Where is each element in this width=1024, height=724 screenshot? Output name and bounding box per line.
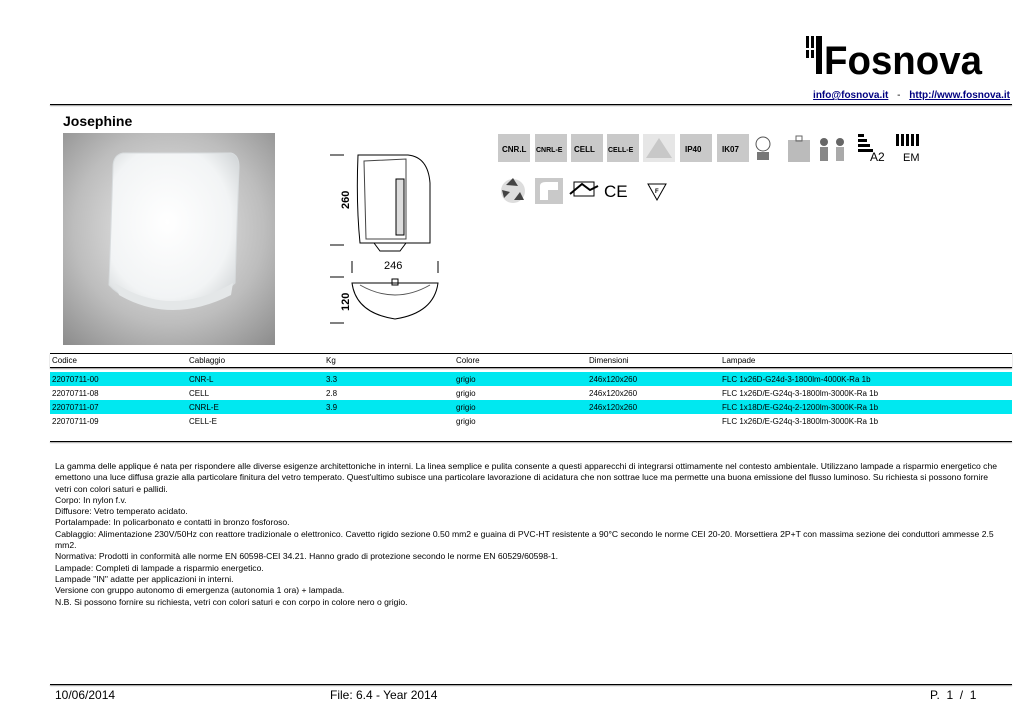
header-lampade: Lampade	[722, 356, 756, 365]
website-link[interactable]: http://www.fosnova.it	[909, 90, 1010, 101]
cell-cablaggio: CNR-L	[189, 375, 214, 384]
svg-text:CELL: CELL	[574, 145, 595, 154]
footer-date: 10/06/2014	[55, 688, 116, 702]
svg-text:CNRL-E: CNRL-E	[536, 147, 563, 154]
cell-dimensioni: 246x120x260	[589, 403, 638, 412]
feature-icons	[498, 130, 938, 210]
cell-codice: 22070711-07	[52, 403, 99, 412]
header-divider	[50, 104, 1012, 105]
dim-width-label: 246	[384, 260, 403, 272]
table-row	[50, 372, 1012, 386]
em-icon	[896, 134, 920, 164]
cell-lampade: FLC 1x18D/E-G24q-2-1200lm-3000K-Ra 1b	[722, 403, 879, 412]
cell-codice: 22070711-08	[52, 389, 99, 398]
hotel-bag-icon	[788, 136, 810, 162]
product-title: Josephine	[63, 113, 133, 129]
cell-dimensioni: 246x120x260	[589, 375, 638, 384]
cell-cablaggio: CNRL-E	[189, 403, 219, 412]
description-normativa: Normativa: Prodotti in conformità alle norme EN 60598-CEI 34.21. Hanno grado di protezione secondo le norme EN 60529/60598-1.	[55, 551, 559, 562]
cell-kg: 3.9	[326, 403, 338, 412]
table-row	[50, 414, 1012, 428]
cell-dimensioni: 246x120x260	[589, 389, 638, 398]
email-link[interactable]: info@fosnova.it	[813, 90, 889, 101]
description-diffusore: Diffusore: Vetro temperato acidato.	[55, 506, 188, 517]
svg-text:IK07: IK07	[722, 145, 739, 154]
people-icon	[820, 138, 844, 161]
cell-colore: grigio	[456, 417, 476, 426]
ce-mark-icon: CE	[604, 182, 628, 201]
description-intro: La gamma delle applique é nata per rispondere alle diverse esigenze architettoniche in interni. La linea semplice e pulita consente a questi apparecchi di integrarsi ottimamente nel contesto ambientale. Utilizzano lampade a risparmio energetico che emettono una luce diffusa grazie alla particolare finitura del vetro temperato. Quest'ultimo subisce una particolare lavorazione di acidatura che non sottrae luce ma permette una buona emissione del flusso luminoso. Su richiesta si possono fornire vetri con colori saturi e pallidi.	[55, 461, 998, 494]
contact-separator: -	[897, 90, 901, 101]
cell-cablaggio: CELL-E	[189, 417, 218, 426]
header-codice: Codice	[52, 356, 77, 365]
svg-text:A2: A2	[870, 150, 885, 164]
description-portalampade: Portalampade: In policarbonato e contatti in bronzo fosforoso.	[55, 517, 290, 528]
energy-class-a2-icon	[858, 134, 885, 164]
cell-colore: grigio	[456, 403, 476, 412]
self-extinguishing-icon	[535, 178, 563, 204]
f-mark-icon	[648, 184, 666, 200]
description-lampade: Lampade: Completi di lampade a risparmio energetico.	[55, 562, 264, 573]
description-lampade-in: Lampade "IN" adatte per applicazioni in interni.	[55, 573, 234, 584]
double-insulation-icon	[570, 182, 598, 196]
description-cablaggio: Cablaggio: Alimentazione 230V/50Hz con reattore tradizionale o elettronico. Cavetto rigido sezione 0.50 mm2 e guaina di PVC-HT resistente a 90°C secondo le norme CEI 20-20. Morsettiera 2P+T con massima sezione dei conduttori ammesse 2.5 mm2.	[55, 528, 994, 551]
table-bottom-divider	[50, 441, 1012, 442]
cell-kg: 2.8	[326, 389, 338, 398]
cell-colore: grigio	[456, 375, 476, 384]
low-energy-lamp-icon	[756, 137, 770, 160]
footer-divider	[50, 684, 1012, 685]
cell-lampade: FLC 1x26D/E-G24q-3-1800lm-3000K-Ra 1b	[722, 389, 879, 398]
footer-file: File: 6.4 - Year 2014	[330, 688, 438, 702]
svg-text:EM: EM	[903, 152, 920, 164]
description-corpo: Corpo: In nylon f.v.	[55, 494, 127, 505]
cell-colore: grigio	[456, 389, 476, 398]
header-kg: Kg	[326, 356, 336, 365]
table-row	[50, 386, 1012, 400]
weee-recycle-icon	[501, 178, 525, 203]
dim-depth-label: 120	[340, 292, 352, 311]
table-row	[50, 400, 1012, 414]
fosnova-logo	[806, 36, 984, 80]
cell-lampade: FLC 1x26D-G24d-3-1800lm-4000K-Ra 1b	[722, 375, 871, 384]
footer-page-number: P. 1 / 1	[930, 688, 977, 702]
dim-height-label: 260	[340, 190, 352, 209]
cell-codice: 22070711-00	[52, 375, 99, 384]
logo-text: Fosnova	[824, 39, 983, 80]
svg-text:F: F	[655, 189, 659, 195]
header-cablaggio: Cablaggio	[189, 356, 226, 365]
cell-kg: 3.3	[326, 375, 338, 384]
description-emergenza: Versione con gruppo autonomo di emergenza (autonomia 1 ora) + lampada.	[55, 585, 345, 596]
table-header	[50, 353, 1012, 368]
svg-text:CNR.L: CNR.L	[502, 145, 527, 154]
cell-lampade: FLC 1x26D/E-G24q-3-1800lm-3000K-Ra 1b	[722, 417, 879, 426]
cell-codice: 22070711-09	[52, 417, 99, 426]
contact-line	[760, 90, 1010, 101]
cell-cablaggio: CELL	[189, 389, 210, 398]
svg-text:IP40: IP40	[685, 145, 702, 154]
product-description	[55, 461, 1005, 608]
description-nb: N.B. Si possono fornire su richiesta, vetri con colori saturi e con corpo in colore nero o grigio.	[55, 596, 408, 607]
product-photo	[63, 133, 275, 345]
product-table	[50, 353, 1012, 428]
header-colore: Colore	[456, 356, 480, 365]
technical-drawing	[330, 143, 455, 333]
header-dimensioni: Dimensioni	[589, 356, 629, 365]
svg-text:CELL-E: CELL-E	[608, 147, 634, 154]
